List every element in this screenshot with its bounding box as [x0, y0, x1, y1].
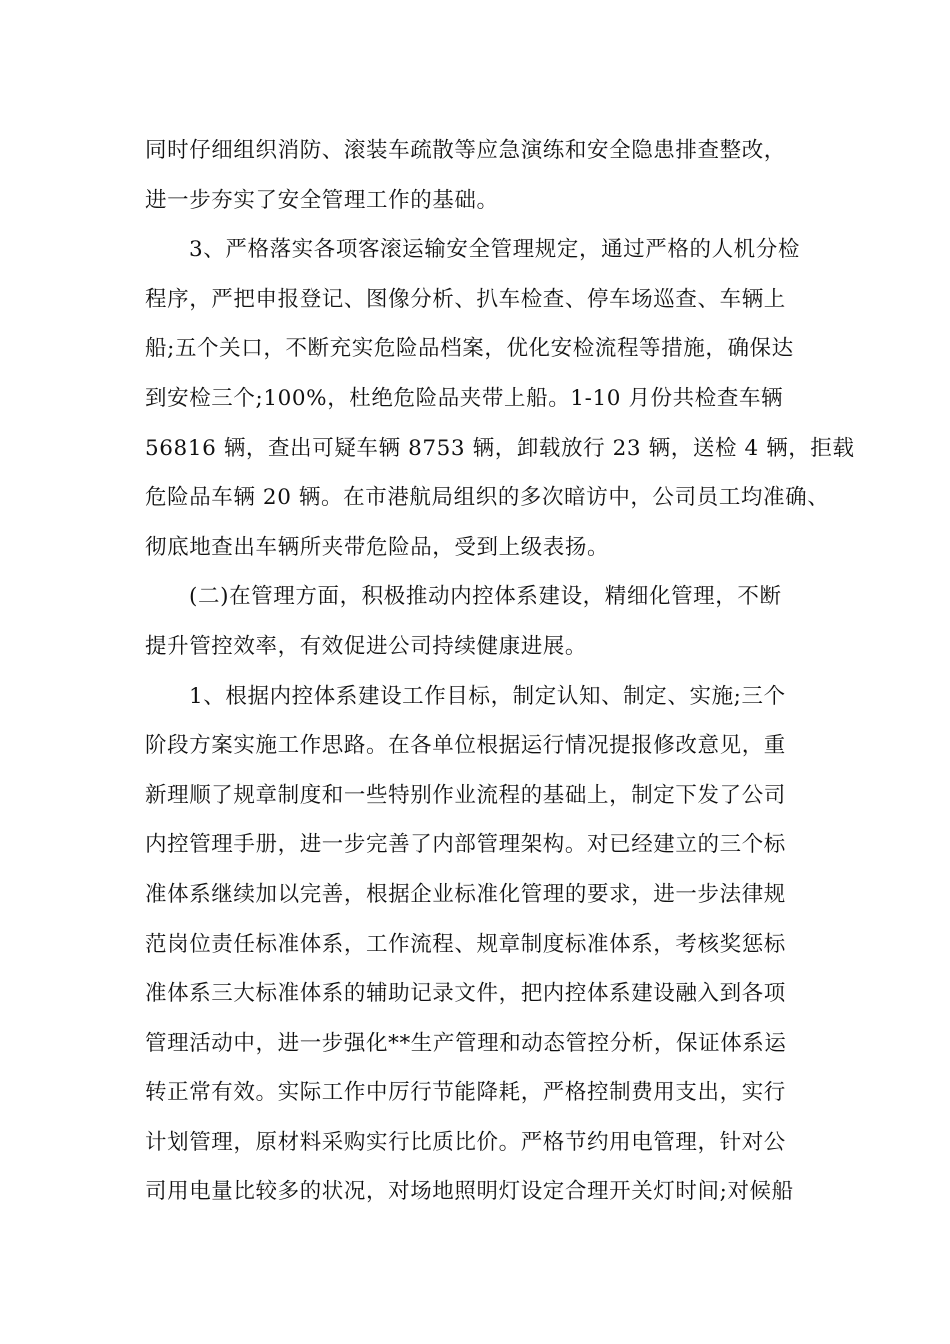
text-line-4: 程序，严把申报登记、图像分析、扒车检查、停车场巡查、车辆上 [145, 286, 786, 312]
body-text [145, 126, 855, 1217]
text-line-16: 准体系继续加以完善，根据企业标准化管理的要求，进一步法律规 [145, 881, 786, 907]
text-line-7: 56816 辆，查出可疑车辆 8753 辆，卸载放行 23 辆，送检 4 辆，拒载 [145, 435, 855, 461]
text-line-1: 同时仔细组织消防、滚装车疏散等应急演练和安全隐患排查整改， [145, 138, 786, 163]
text-line-19: 管理活动中，进一步强化**生产管理和动态管控分析，保证体系运 [145, 1030, 787, 1056]
paragraph-start-3: 3、严格落实各项客滚运输安全管理规定，通过严格的人机分检 [189, 237, 800, 263]
text-line-5: 船;五个关口，不断充实危险品档案，优化安检流程等措施，确保达 [145, 336, 794, 362]
paragraph-start-1: 1、根据内控体系建设工作目标，制定认知、制定、实施;三个 [189, 683, 786, 709]
text-line-8: 危险品车辆 20 辆。在市港航局组织的多次暗访中，公司员工均准确、 [145, 485, 830, 511]
text-line-6: 到安检三个;100%，杜绝危险品夹带上船。1-10 月份共检查车辆 [145, 385, 784, 411]
text-line-2: 进一步夯实了安全管理工作的基础。 [145, 187, 499, 213]
text-line-13: 阶段方案实施工作思路。在各单位根据运行情况提报修改意见，重 [145, 733, 786, 759]
section-heading-2: (二)在管理方面，积极推动内控体系建设，精细化管理，不断 [189, 584, 782, 610]
text-line-17: 范岗位责任标准体系，工作流程、规章制度标准体系，考核奖惩标 [145, 931, 786, 957]
text-line-9: 彻底地查出车辆所夹带危险品，受到上级表扬。 [145, 534, 610, 560]
text-line-20: 转正常有效。实际工作中厉行节能降耗，严格控制费用支出，实行 [145, 1080, 786, 1106]
text-line-21: 计划管理，原材料采购实行比质比价。严格节约用电管理，针对公 [145, 1129, 786, 1155]
text-line-14: 新理顺了规章制度和一些特别作业流程的基础上，制定下发了公司 [145, 782, 786, 808]
text-line-11: 提升管控效率，有效促进公司持续健康进展。 [145, 633, 588, 659]
text-line-18: 准体系三大标准体系的辅助记录文件，把内控体系建设融入到各项 [145, 981, 786, 1007]
text-line-22: 司用电量比较多的状况，对场地照明灯设定合理开关灯时间;对候船 [145, 1179, 794, 1205]
text-line-15: 内控管理手册，进一步完善了内部管理架构。对已经建立的三个标 [145, 832, 786, 858]
